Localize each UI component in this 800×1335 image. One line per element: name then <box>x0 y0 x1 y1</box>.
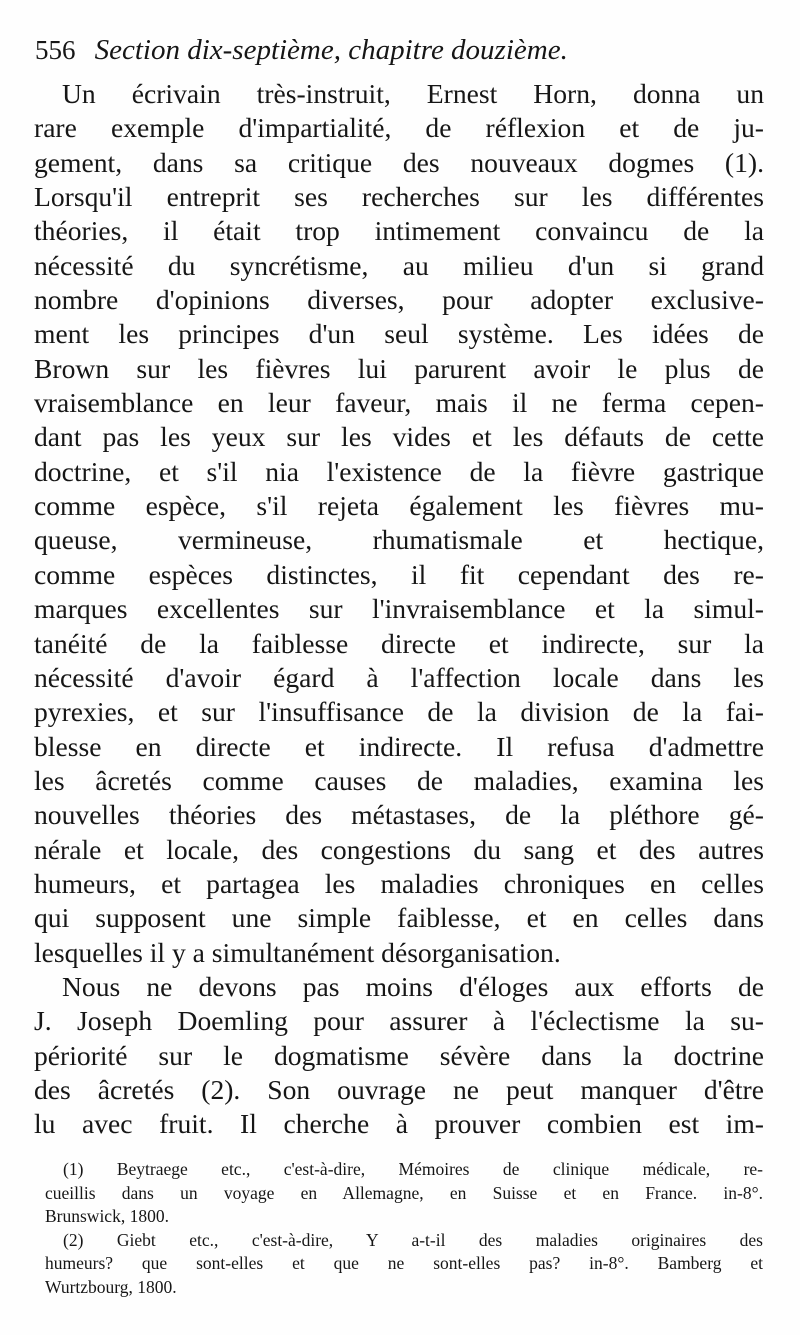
text-line: blesse en directe et indirecte. Il refusa d'admettre <box>34 730 764 762</box>
text-line: J. Joseph Doemling pour assurer à l'éclectisme la su- <box>34 1005 764 1037</box>
text-line: Lorsqu'il entreprit ses recherches sur les différentes <box>34 181 764 213</box>
text-line: qui supposent une simple faiblesse, et en celles dans <box>34 902 764 934</box>
text-line: Un écrivain très-instruit, Ernest Horn, donna un <box>62 78 764 109</box>
running-head: Section dix-septième, chapitre douzième. <box>94 34 568 66</box>
footnote-line: Brunswick, 1800. <box>45 1206 169 1226</box>
text-line: pyrexies, et sur l'insuffisance de la division de la fai- <box>34 696 764 728</box>
text-line: comme espèces distinctes, il fit cependant des re- <box>34 558 764 590</box>
footnote-line: humeurs? que sont-elles et que ne sont-elles pas? in-8°. Bamberg et <box>45 1253 763 1273</box>
body-text <box>34 77 764 1142</box>
text-line: nérale et locale, des congestions du sang et des autres <box>34 833 764 865</box>
page-header <box>35 34 775 74</box>
text-line: des âcretés (2). Son ouvrage ne peut manquer d'être <box>34 1073 764 1105</box>
text-line: gement, dans sa critique des nouveaux dogmes (1). <box>34 146 764 178</box>
text-line: nombre d'opinions diverses, pour adopter exclusive- <box>34 284 764 316</box>
text-line: nouvelles théories des métastases, de la pléthore gé- <box>34 799 764 831</box>
footnote-line: (2) Giebt etc., c'est-à-dire, Y a-t-il des maladies originaires des <box>63 1229 763 1250</box>
text-line: ment les principes d'un seul système. Les idées de <box>34 318 764 350</box>
text-line: les âcretés comme causes de maladies, examina les <box>34 764 764 796</box>
text-line: comme espèce, s'il rejeta également les fièvres mu- <box>34 490 764 522</box>
text-line: périorité sur le dogmatisme sévère dans la doctrine <box>34 1039 764 1071</box>
text-line: doctrine, et s'il nia l'existence de la fièvre gastrique <box>34 455 764 487</box>
text-line: théories, il était trop intimement convaincu de la <box>34 215 764 247</box>
text-line: lesquelles il y a simultanément désorganisation. <box>34 936 561 968</box>
footnotes <box>45 1158 763 1299</box>
footnote-line: cueillis dans un voyage en Allemagne, en Suisse et en France. in-8°. <box>45 1182 763 1203</box>
text-line: dant pas les yeux sur les vides et les défauts de cette <box>34 421 764 453</box>
text-line: rare exemple d'impartialité, de réflexion et de ju- <box>34 112 764 144</box>
footnote-line: (1) Beytraege etc., c'est-à-dire, Mémoires de clinique médicale, re- <box>63 1159 763 1179</box>
text-line: Brown sur les fièvres lui parurent avoir le plus de <box>34 352 764 384</box>
page-number: 556 <box>35 35 76 65</box>
text-line: vraisemblance en leur faveur, mais il ne ferma cepen- <box>34 387 764 419</box>
footnote-line: Wurtzbourg, 1800. <box>45 1276 177 1297</box>
text-line: nécessité du syncrétisme, au milieu d'un si grand <box>34 249 764 281</box>
text-line: tanéité de la faiblesse directe et indirecte, sur la <box>34 627 764 659</box>
text-line: lu avec fruit. Il cherche à prouver combien est im- <box>34 1108 764 1140</box>
text-line: marques excellentes sur l'invraisemblance et la simul- <box>34 593 764 625</box>
text-line: nécessité d'avoir égard à l'affection locale dans les <box>34 661 764 693</box>
text-line: queuse, vermineuse, rhumatismale et hectique, <box>34 524 764 556</box>
text-line: humeurs, et partagea les maladies chroniques en celles <box>34 867 764 899</box>
text-line: Nous ne devons pas moins d'éloges aux efforts de <box>62 970 764 1002</box>
